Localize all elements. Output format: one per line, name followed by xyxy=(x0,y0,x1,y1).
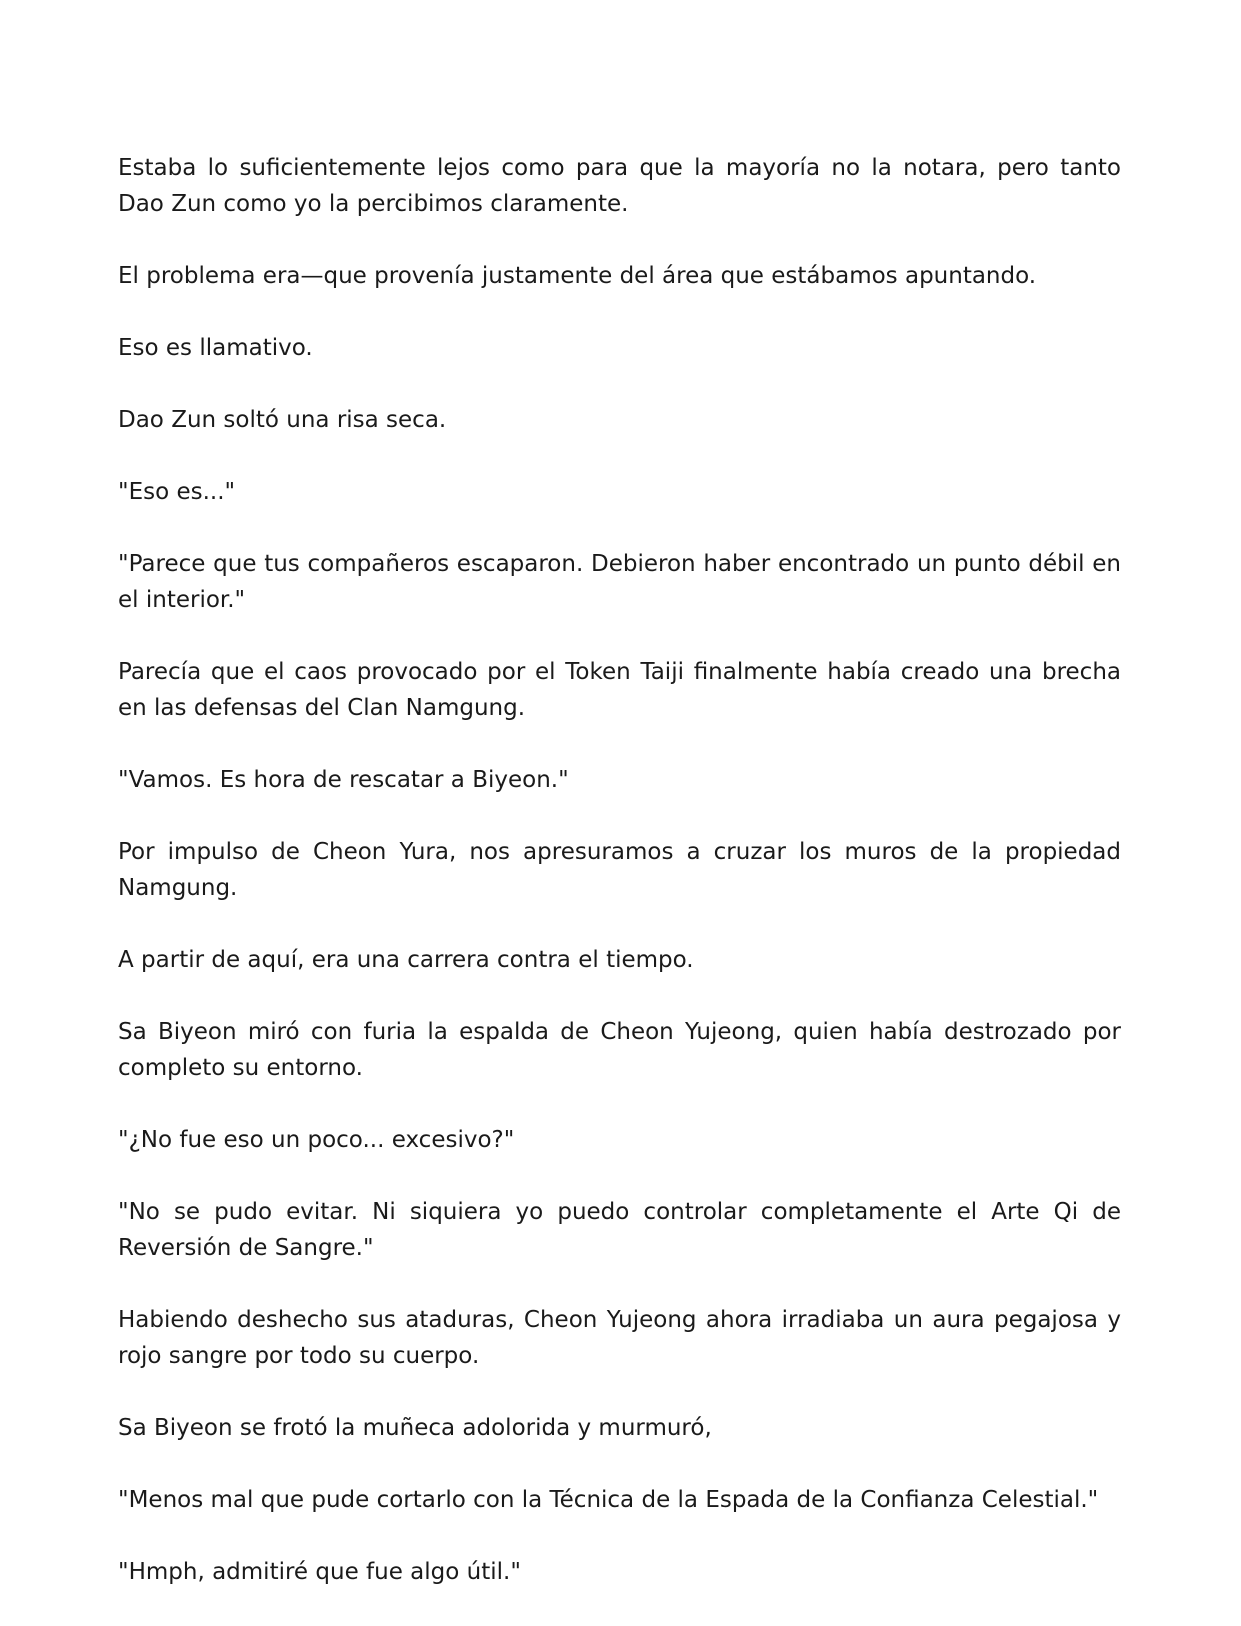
paragraph: "No se pudo evitar. Ni siquiera yo puedo controlar completamente el Arte Qi de Reversión de Sangre." xyxy=(118,1199,1121,1261)
paragraph: A partir de aquí, era una carrera contra el tiempo. xyxy=(118,947,694,973)
paragraph: Dao Zun soltó una risa seca. xyxy=(118,407,447,433)
paragraph: Parecía que el caos provocado por el Token Taiji finalmente había creado una brecha en las defensas del Clan Namgung. xyxy=(118,659,1121,721)
paragraph: Eso es llamativo. xyxy=(118,335,313,361)
paragraph: "Menos mal que pude cortarlo con la Técnica de la Espada de la Confianza Celestial." xyxy=(118,1487,1099,1513)
paragraph: Sa Biyeon miró con furia la espalda de Cheon Yujeong, quien había destrozado por completo su entorno. xyxy=(118,1019,1121,1081)
paragraph: "Eso es..." xyxy=(118,479,236,505)
document-body xyxy=(118,150,1121,1626)
paragraph: Estaba lo suficientemente lejos como para que la mayoría no la notara, pero tanto Dao Zun como yo la percibimos claramente. xyxy=(118,155,1121,217)
paragraph: Habiendo deshecho sus ataduras, Cheon Yujeong ahora irradiaba un aura pegajosa y rojo sangre por todo su cuerpo. xyxy=(118,1307,1121,1369)
paragraph: Sa Biyeon se frotó la muñeca adolorida y murmuró, xyxy=(118,1415,712,1441)
paragraph: Por impulso de Cheon Yura, nos apresuramos a cruzar los muros de la propiedad Namgung. xyxy=(118,839,1121,901)
paragraph: "Parece que tus compañeros escaparon. Debieron haber encontrado un punto débil en el interior." xyxy=(118,551,1121,613)
paragraph: "Hmph, admitiré que fue algo útil." xyxy=(118,1559,521,1585)
paragraph: "Vamos. Es hora de rescatar a Biyeon." xyxy=(118,767,569,793)
paragraph: "¿No fue eso un poco... excesivo?" xyxy=(118,1127,515,1153)
paragraph: El problema era—que provenía justamente del área que estábamos apuntando. xyxy=(118,263,1037,289)
